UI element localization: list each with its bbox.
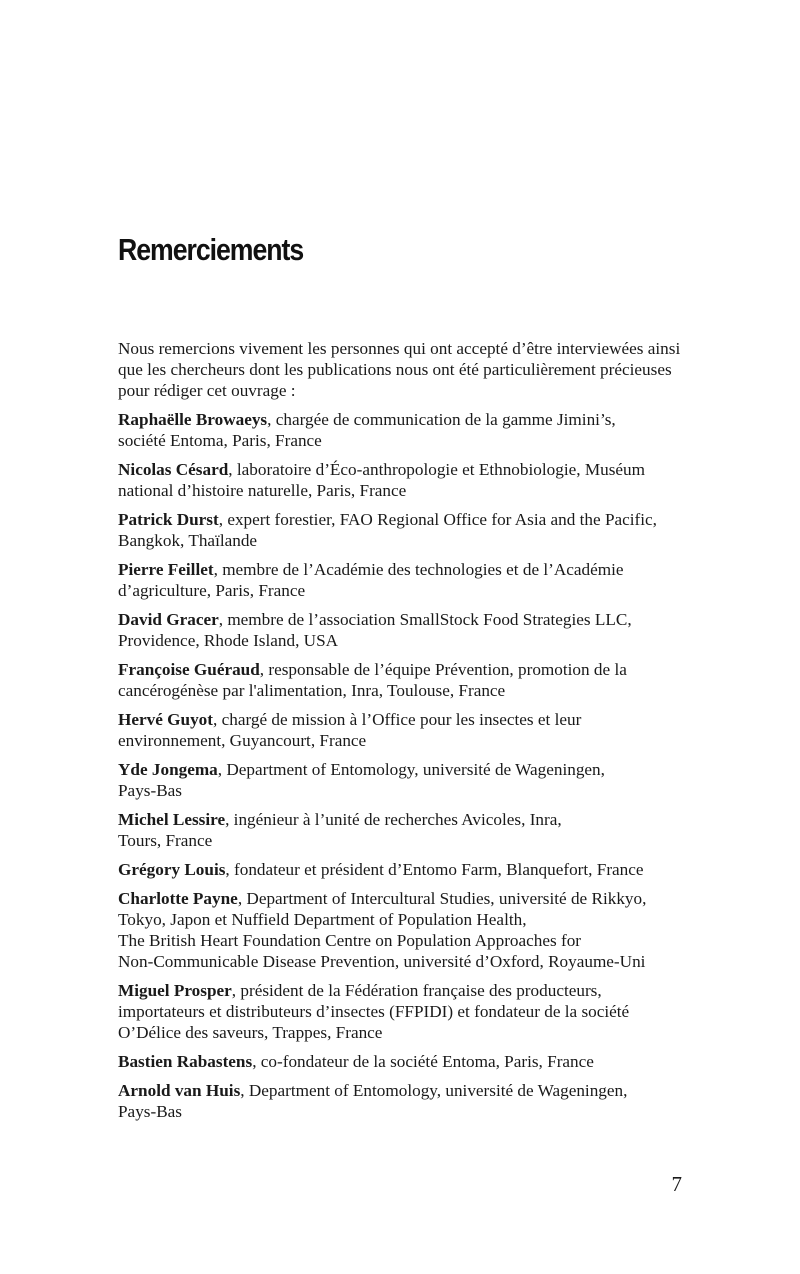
list-item — [118, 459, 684, 501]
list-item — [118, 659, 684, 701]
person-name: Arnold van Huis — [118, 1081, 241, 1100]
person-affiliation: , responsable de l’équipe Prévention, promotion de la cancérogénèse par l'alimentation, Inra, Toulouse, France — [118, 660, 627, 700]
person-name: Miguel Prosper — [118, 981, 232, 1000]
page-title: Remerciements — [118, 232, 304, 267]
acknowledgements-list — [118, 409, 684, 1122]
list-item — [118, 980, 684, 1043]
list-item — [118, 609, 684, 651]
person-name: Michel Lessire — [118, 810, 226, 829]
person-affiliation: , expert forestier, FAO Regional Office for Asia and the Pacific, Bangkok, Thaïlande — [118, 510, 657, 550]
list-item — [118, 709, 684, 751]
person-name: Grégory Louis — [118, 860, 226, 879]
list-item — [118, 809, 684, 851]
list-item — [118, 509, 684, 551]
person-affiliation: , Department of Intercultural Studies, université de Rikkyo, Tokyo, Japon et Nuffield Department of Population Health, The British Heart Foundation Centre on Population Approaches for Non-Communicable Disease Prevention, université d’Oxford, Royaume-Uni — [118, 889, 647, 971]
list-item — [118, 888, 684, 972]
person-name: Patrick Durst — [118, 510, 219, 529]
list-item — [118, 409, 684, 451]
intro-paragraph: Nous remercions vivement les personnes qui ont accepté d’être interviewées ainsi que les chercheurs dont les publications nous ont été particulièrement précieuses pour rédiger cet ouvrage : — [118, 339, 681, 400]
person-affiliation: , chargée de communication de la gamme Jimini’s, société Entoma, Paris, France — [118, 410, 616, 450]
list-item — [118, 859, 684, 880]
list-item — [118, 559, 684, 601]
person-affiliation: , membre de l’association SmallStock Food Strategies LLC, Providence, Rhode Island, USA — [118, 610, 632, 650]
person-affiliation: , ingénieur à l’unité de recherches Avicoles, Inra, Tours, France — [118, 810, 562, 850]
person-affiliation: , Department of Entomology, université de Wageningen, Pays-Bas — [118, 760, 605, 800]
person-name: Françoise Guéraud — [118, 660, 260, 679]
page-number: 7 — [671, 1172, 682, 1196]
list-item — [118, 759, 684, 801]
person-name: David Gracer — [118, 610, 219, 629]
person-affiliation: , laboratoire d’Éco-anthropologie et Ethnobiologie, Muséum national d’histoire naturelle, Paris, France — [118, 460, 645, 500]
list-item — [118, 1080, 684, 1122]
person-name: Charlotte Payne — [118, 889, 238, 908]
person-name: Bastien Rabastens — [118, 1052, 253, 1071]
person-affiliation: , fondateur et président d’Entomo Farm, Blanquefort, France — [225, 860, 644, 879]
person-name: Nicolas Césard — [118, 460, 229, 479]
person-affiliation: , Department of Entomology, université de Wageningen, Pays-Bas — [118, 1081, 628, 1121]
person-affiliation: , chargé de mission à l’Office pour les insectes et leur environnement, Guyancourt, France — [118, 710, 582, 750]
person-name: Raphaëlle Browaeys — [118, 410, 268, 429]
person-affiliation: , président de la Fédération française des producteurs, importateurs et distributeurs d’insectes (FFPIDI) et fondateur de la société O’Délice des saveurs, Trappes, France — [118, 981, 630, 1042]
list-item — [118, 1051, 684, 1072]
person-name: Yde Jongema — [118, 760, 218, 779]
person-affiliation: , membre de l’Académie des technologies et de l’Académie d’agriculture, Paris, France — [118, 560, 624, 600]
person-name: Pierre Feillet — [118, 560, 214, 579]
person-affiliation: , co-fondateur de la société Entoma, Paris, France — [252, 1052, 594, 1071]
acknowledgements-body — [118, 338, 684, 1130]
person-name: Hervé Guyot — [118, 710, 213, 729]
